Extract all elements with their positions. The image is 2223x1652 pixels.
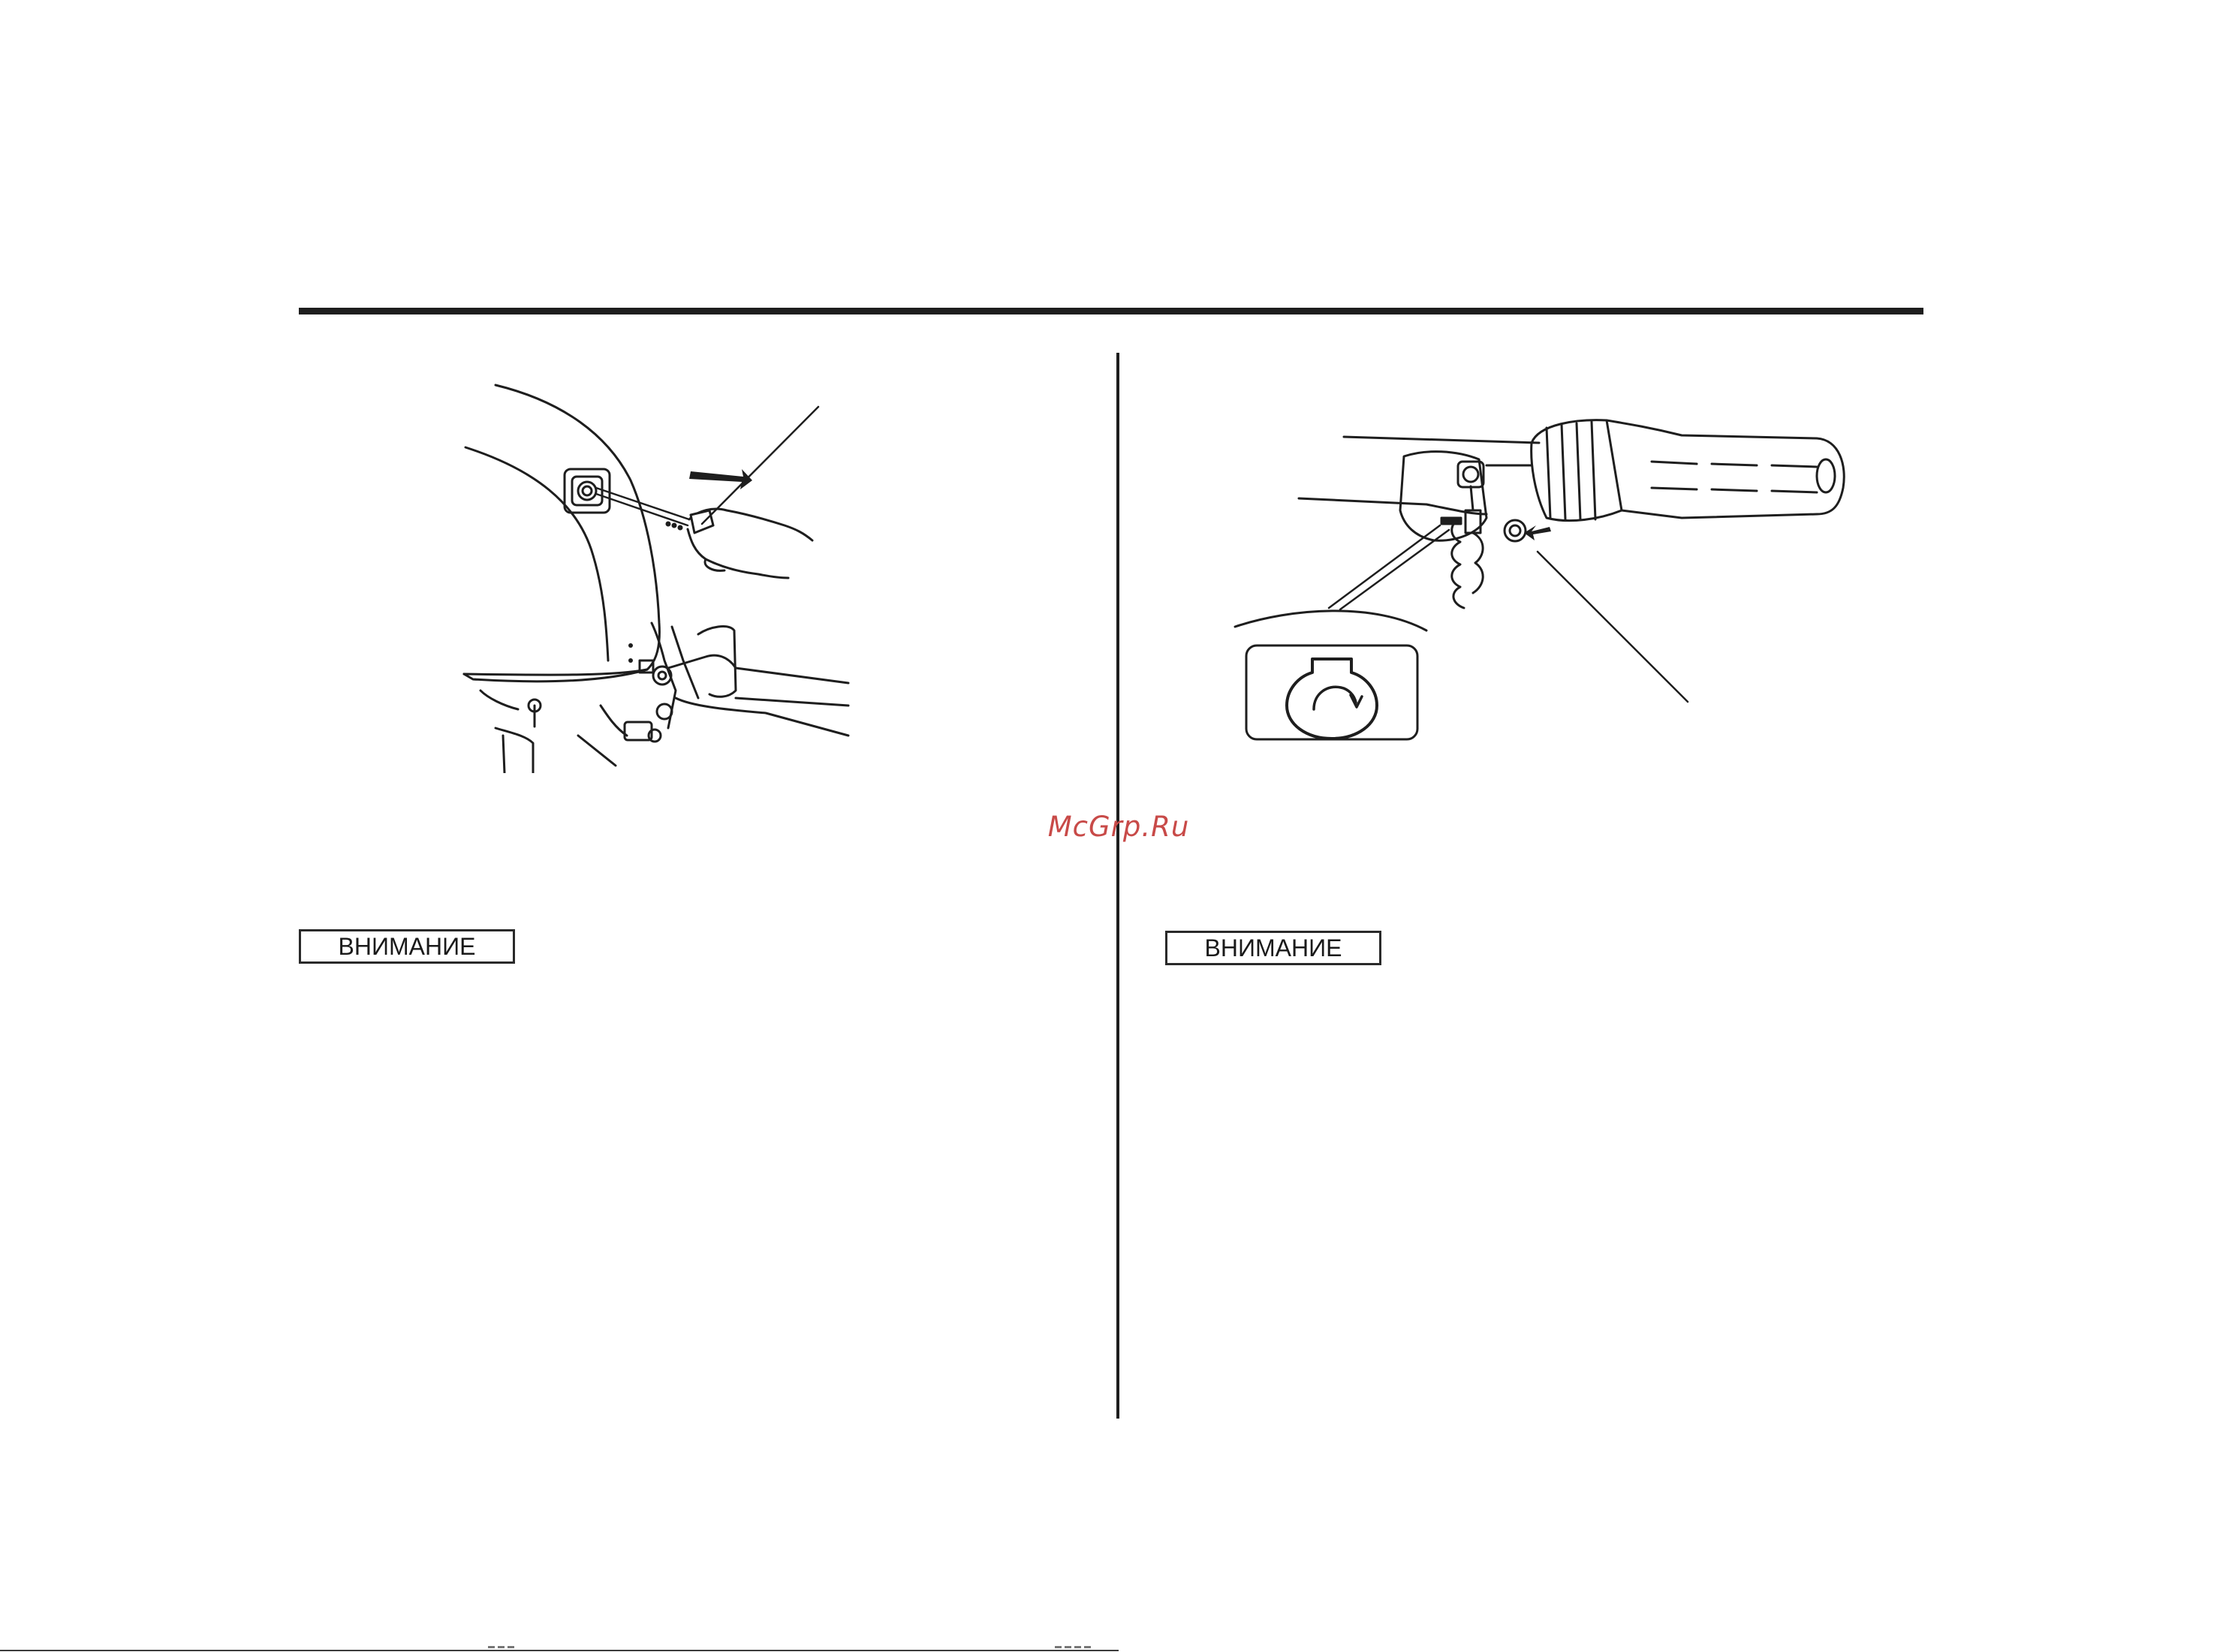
- notice-label-left: [299, 929, 515, 964]
- left-figure: [450, 375, 856, 773]
- right-figure: [1201, 405, 1862, 751]
- column-divider: [1116, 353, 1119, 1419]
- notice-label-left-text: ВНИМАНИЕ: [338, 932, 476, 960]
- notice-label-right-text: ВНИМАНИЕ: [1204, 934, 1342, 961]
- top-rule: [299, 308, 1923, 314]
- footer-marks-2: [1055, 1646, 1091, 1650]
- engine-start-symbol-icon: [1287, 659, 1377, 739]
- bottom-page-edge: [0, 1650, 1119, 1651]
- watermark-text: McGrp.Ru: [1047, 811, 1190, 843]
- tiller-handle-throttle-grip-icon: [1201, 405, 1862, 751]
- notice-label-right: [1165, 931, 1381, 965]
- outboard-motor-stop-switch-icon: [450, 375, 856, 773]
- footer-marks: [488, 1646, 514, 1650]
